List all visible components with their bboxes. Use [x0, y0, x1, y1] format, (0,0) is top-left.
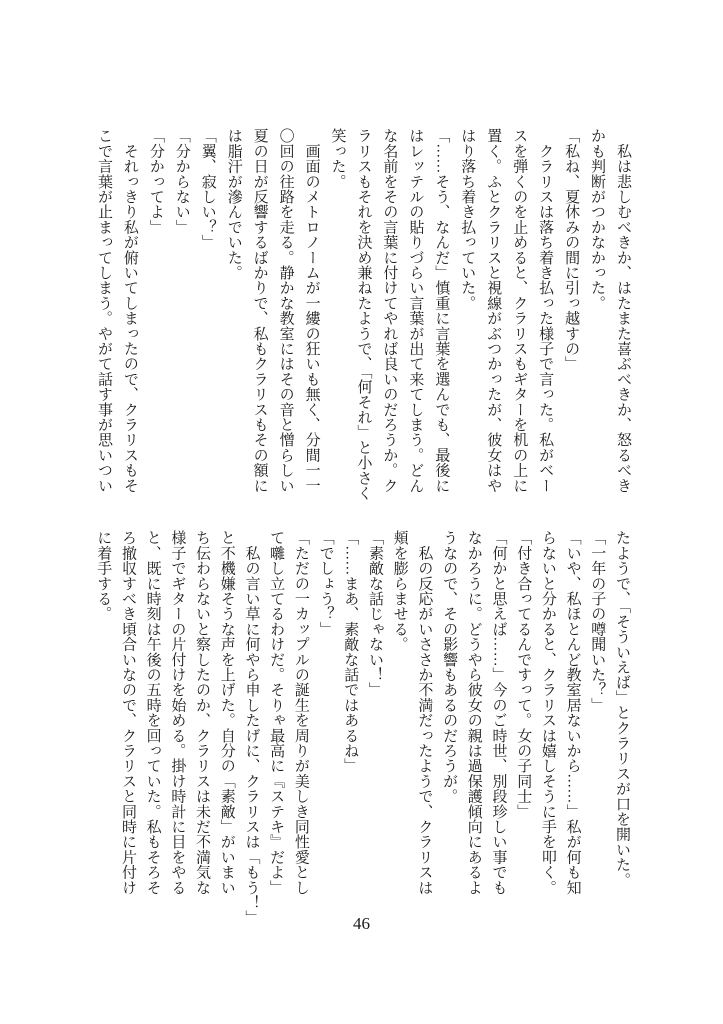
text-line: 私の反応がいささか不満だったようで、クラリスは [416, 530, 433, 895]
text-line: 私は悲しむべきか、はたまた喜ぶべきか、怒るべき [615, 128, 631, 493]
text-line: に着手する。 [95, 530, 112, 622]
text-line: たようで、「そういえば」とクラリスが口を開いた。 [614, 530, 630, 888]
text-line: 「翼、寂しい？」 [199, 128, 216, 250]
text-line: は脂汗が滲んでいた。 [225, 128, 242, 280]
text-line: 「私ね、夏休みの間に引っ越すの」 [563, 128, 580, 372]
text-line: はり落ち着き払っていた。 [459, 128, 476, 311]
text-line: はレッテルの貼りづらい言葉が出て来てしまう。どん [407, 128, 424, 493]
text-line: ラリスもそれを決め兼ねたようで、「何それ」と小さく [355, 128, 372, 501]
text-line: 様子でギターの片付けを始める。掛け時計に目をやる [169, 530, 186, 895]
text-line: それっきり私が俯いてしまったので、クラリスもそ [121, 128, 138, 493]
text-line: と不機嫌そうな声を上げた。自分の「素敵」がいまい [218, 530, 235, 895]
text-line: 笑った。 [329, 128, 346, 189]
text-line: 「……そう、なんだ」慎重に言葉を選んでも、最後に [433, 128, 450, 493]
text-line: 「でしょう？」 [317, 530, 334, 637]
text-line: と、既に時刻は午後の五時を回っていた。私もそろそ [144, 530, 161, 895]
text-line: 「ただの一カップルの誕生を周りが美しき同性愛とし [292, 530, 309, 895]
text-line: 置く。ふとクラリスと視線がぶつかったが、彼女はや [485, 128, 502, 493]
text-line: 「分からない」 [173, 128, 190, 235]
text-line: な名前をその言葉に付けてやれば良いのだろうか。ク [381, 128, 398, 493]
text-line: 私の言い草に何やら申したげに、クラリスは「もう！」 [243, 530, 260, 926]
text-line: スを弾くのを止めると、クラリスもギターを机の上に [511, 128, 528, 493]
text-line: 「……まあ、素敵な話ではあるね」 [342, 530, 359, 774]
text-line: うなので、その影響もあるのだろうが。 [441, 530, 458, 804]
text-line: 「素敵な話じゃない！」 [366, 530, 383, 698]
text-line: 頬を膨らませる。 [391, 530, 408, 652]
text-line: 「いや、私ほとんど教室居ないから……」私が何も知 [564, 530, 581, 895]
text-line: 画面のメトロノームが一縷の狂いも無く、分間一一 [303, 128, 320, 493]
text-line: て囃し立てるわけだ。そりゃ最高に『ステキ』だよ」 [268, 530, 285, 895]
text-line: ろ撤収すべき頃合いなので、クラリスと同時に片付け [119, 530, 136, 895]
text-line: 〇回の往路を走る。静かな教室にはその音と憎らしい [277, 128, 294, 493]
text-line: 「付き合ってるんですって。女の子同士」 [515, 530, 532, 819]
text-block-top [90, 128, 635, 501]
text-line: ち伝わらないと察したのか、クラリスは未だ不満気な [194, 530, 211, 895]
text-line: クラリスは落ち着き払った様子で言った。私がベー [537, 128, 554, 493]
text-line: 夏の日が反響するばかりで、私もクラリスもその額に [251, 128, 268, 493]
text-line: 「分かってよ」 [147, 128, 164, 235]
text-line: かも判断がつかなかった。 [589, 128, 606, 311]
text-line: らないと分かると、クラリスは嬉しそうに手を叩く。 [539, 530, 556, 895]
page-number: 46 [353, 914, 370, 933]
text-line: 「何かと思えば……」今のご時世、別段珍しい事でも [490, 530, 507, 895]
text-line: なかろうに。どうやら彼女の親は過保護傾向にあるよ [465, 530, 482, 895]
text-line: 「一年の子の噂聞いた？」 [589, 530, 606, 713]
text-line: こで言葉が止まってしまう。やがて話す事が思いつい [95, 128, 112, 493]
